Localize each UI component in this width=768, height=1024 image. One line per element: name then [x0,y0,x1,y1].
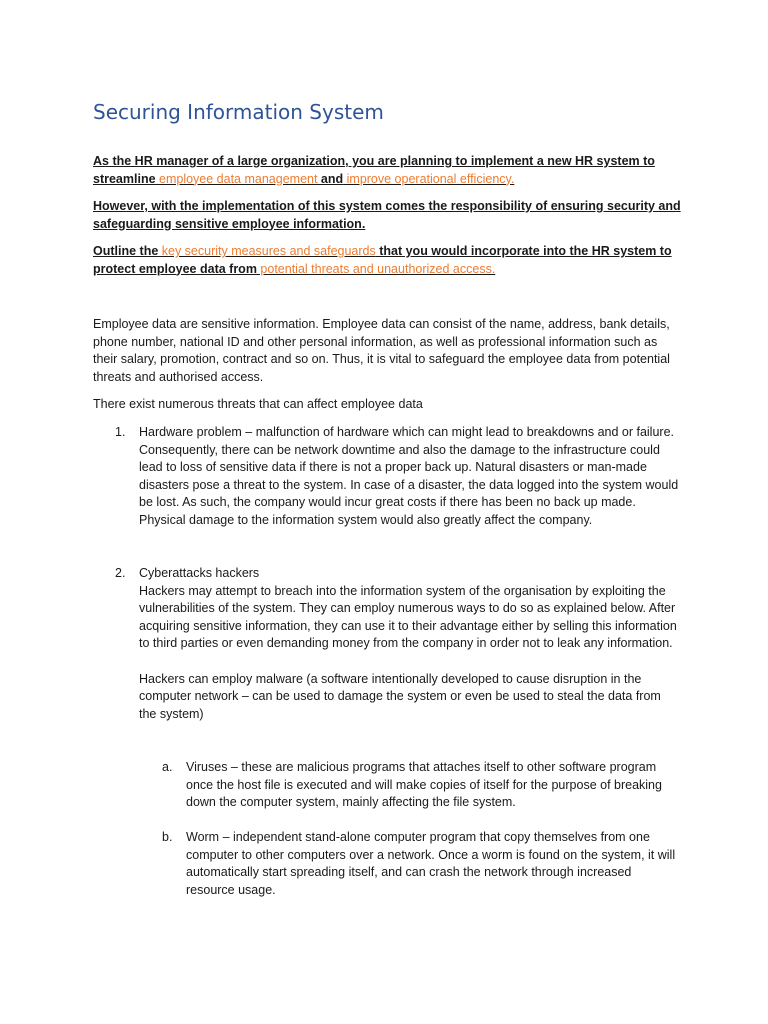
prompt-paragraph-3 [93,243,683,278]
document-title: Securing Information System [93,100,384,124]
prompt-text: Outline the [93,244,159,258]
list-item-paragraph: Hackers can employ malware (a software intentionally developed to cause disruption in the computer network – can be used to damage the system or even be used to steal the data from the system) [139,671,661,721]
sub-list-text: Worm – independent stand-alone computer program that copy themselves from one computer to other computers over a network. Once a worm is found on the system, it will automatically start spreading itself, and can crash the network through increased resource usage. [186,830,676,897]
highlight-text: potential threats and unauthorized access. [256,261,496,276]
list-item-text [139,565,679,723]
sub-list-letter: a. [162,760,173,774]
list-item-paragraph: Hardware problem – malfunction of hardware which can might lead to breakdowns and or failure. Consequently, there can be network downtime and also the damage to the infrastructure could lead to loss of sensitive data if there is not a proper back up. Natural disasters or man-made disasters pose a threat to the system. In case of a disaster, the data logged into the system would be lost. As such, the company would incur great costs if there has been no back up made. Physical damage to the information system would also greatly affect the company. [139,425,679,527]
prompt-paragraph-1 [93,153,683,188]
highlight-text: improve operational efficiency. [343,171,515,186]
highlight-text: key security measures and safeguards [158,244,376,258]
threats-lead-paragraph: There exist numerous threats that can affect employee data [93,397,423,411]
prompt-text: As the HR manager of a large organization, you are planning to implement a new HR system to streamline [93,154,655,186]
list-item-heading: Cyberattacks hackers [139,566,260,580]
intro-paragraph: Employee data are sensitive information. Employee data can consist of the name, address, bank details, phone number, national ID and other personal information, as well as professional information such as their salary, promotion, contract and so on. Thus, it is vital to safeguard the employee data from potential threats and authorised access. [93,317,670,384]
prompt-paragraph-2: However, with the implementation of this system comes the responsibility of ensuring security and safeguarding sensitive employee information. [93,199,681,231]
prompt-text: that you would incorporate into the HR system to protect employee data from [93,244,672,276]
highlight-text: employee data management [155,171,318,186]
list-item-paragraph: Hackers may attempt to breach into the information system of the organisation by exploiting the vulnerabilities of the system. They can employ numerous ways to do so as explained below. After acquiring sensitive information, they can use it to their advantage either by selling this information to third parties or even demanding money from the company in order not to leak any information. [139,583,677,651]
list-item-text [139,424,679,530]
prompt-text: and [317,171,344,186]
list-number: 2. [115,566,126,580]
sub-list-text: Viruses – these are malicious programs that attaches itself to other software program once the host file is executed and will make copies of itself for the purpose of breaking down the computer system, mainly affecting the file system. [186,760,662,810]
sub-list-letter: b. [162,830,173,844]
list-number: 1. [115,425,126,439]
